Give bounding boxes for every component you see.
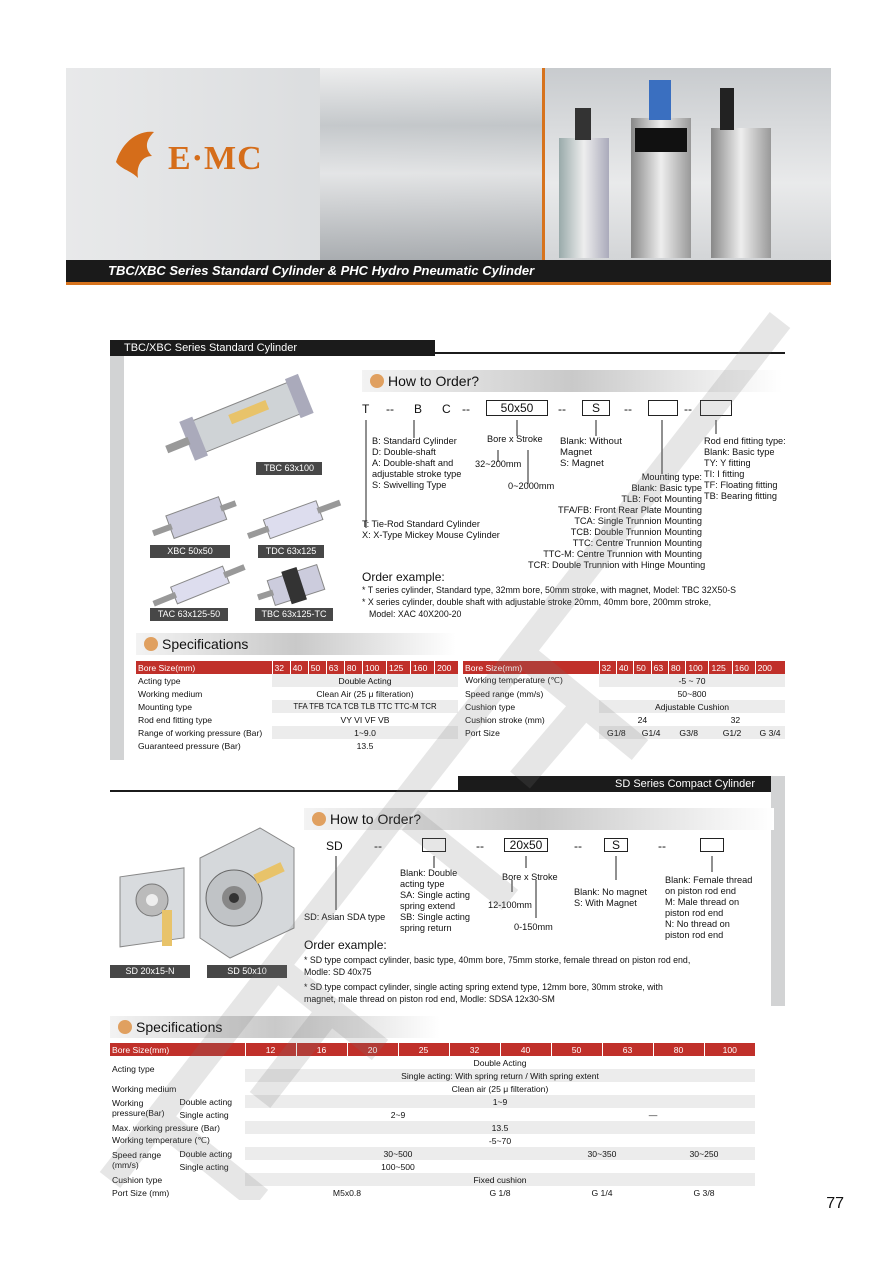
row-label: Max. working pressure (Bar) [112,1122,220,1133]
order-example-line: * SD type compact cylinder, basic type, 40mm bore, 75mm storke, female thread on piston rod end, [304,955,691,965]
row-value: G1/2 [709,726,755,739]
table-row [136,687,458,700]
bore-stroke-label: Bore x Stroke [487,434,543,444]
row-label: Working medium [112,1083,177,1094]
product-label: SD 20x15-N [110,965,190,978]
row-sublabel: Double acting [179,1148,233,1159]
table-row [110,1186,755,1199]
bore-range: 12-100mm [488,900,532,910]
row-value: Fixed cushion [245,1173,755,1186]
stroke-range: 0~2000mm [508,481,555,491]
row-label: Acting type [112,1064,155,1074]
row-label: Range of working pressure (Bar) [138,727,263,738]
section-rule [435,352,785,354]
row-label: Cushion type [112,1174,163,1185]
row-sublabel: Double acting [179,1096,233,1107]
tbc-section-title: TBC/XBC Series Standard Cylinder [110,340,435,356]
table-header-cell: 160 [411,661,435,674]
row-value: 30~350 [551,1147,653,1160]
table-row [110,1147,755,1160]
row-sublabel: Single acting [179,1161,229,1172]
row-label: Acting type [138,675,181,686]
row-value: 24 [637,714,648,725]
acting-legend: Blank: Double acting type SA: Single acting spring extend SB: Single acting spring return [400,868,470,933]
row-label: Port Size [465,727,500,738]
row-value: — [551,1108,755,1121]
code-dash: -- [574,839,582,853]
table-row [463,726,785,739]
product-tbc-63x100-image [160,372,325,462]
row-label: Speed range (mm/s) [465,688,544,699]
table-row [110,1121,755,1134]
row-label: Working temperature (℃) [465,675,563,685]
row-value: 2~9 [245,1108,551,1121]
row-value: Adjustable Cushion [599,700,785,713]
table-header-cell: Bore Size(mm) [463,661,599,674]
table-header-cell: 200 [435,661,458,674]
table-header-cell: 40 [616,661,633,674]
code-series: T [362,402,370,416]
table-header-cell: 32 [272,661,290,674]
row-value: 1~9 [245,1095,755,1108]
table-row [110,1108,755,1121]
order-example-line: magnet, male thread on piston rod end, Modle: SDSA 12x30-SM [304,994,555,1004]
table-row [136,713,458,726]
product-xbc-image [150,490,240,545]
code-acting-box [422,838,446,852]
table-row [136,674,458,687]
how-to-order-label: How to Order? [330,811,422,827]
row-value: G1/4 [634,726,669,739]
title-strip-accent [66,282,831,285]
code-dash: -- [374,839,382,853]
order-example-line: Modle: SD 40x75 [304,967,372,977]
magnet-legend: Blank: No magnet S: With Magnet [574,887,648,908]
table-header-cell: 50 [308,661,326,674]
table-header-cell: 63 [651,661,668,674]
product-label: TAC 63x125-50 [150,608,228,621]
code-dash: -- [684,402,692,416]
table-row [110,1056,755,1069]
row-label: Mounting type [138,701,192,712]
bore-range: 32~200mm [475,459,522,469]
code-c: C [442,402,451,416]
table-row [110,1095,755,1108]
table-row [110,1134,755,1147]
section-rule [110,790,460,792]
table-header-cell: 80 [653,1043,704,1056]
code-rod-end-box [700,400,732,416]
row-label: Cushion stroke (mm) [465,714,545,725]
page-number: 77 [826,1195,844,1212]
table-header-cell: 16 [296,1043,347,1056]
brand-logo-text: E·MC [168,140,263,177]
sd-section-title: SD Series Compact Cylinder [458,776,771,792]
order-example-line: * SD type compact cylinder, single acting spring extend type, 12mm bore, 30mm stroke, with [304,982,663,992]
order-example-line: Model: XAC 40X200-20 [369,609,462,619]
row-value: Single acting: With spring return / With spring extent [245,1069,755,1082]
specifications-label: Specifications [162,636,249,652]
row-label: Cushion type [465,701,516,712]
row-value: 32 [730,714,741,725]
code-dash: -- [558,402,566,416]
product-tbc-tc-image [256,560,336,610]
code-bore-box: 20x50 [504,838,548,852]
heading-bullet-icon [312,812,326,826]
tbc-spec-table-right [463,661,785,739]
row-value: 50~800 [677,688,707,699]
code-thread-box [700,838,724,852]
code-dash: -- [462,402,470,416]
product-tac-image [150,560,250,610]
how-to-order-heading [362,370,782,392]
table-header-cell: 12 [245,1043,296,1056]
row-value: G 3/8 [653,1186,755,1199]
table-header-cell: 100 [704,1043,755,1056]
code-magnet-box: S [604,838,628,852]
row-value: G 1/4 [551,1186,653,1199]
table-row [136,726,458,739]
heading-bullet-icon [144,637,158,651]
table-header-cell: 32 [449,1043,500,1056]
mounting-legend: Mounting type: Blank: Basic type TLB: Foot Mounting TFA/FB: Front Rear Plate Mounting TCA: Single Trunnion Mounting TCB: Double Trunnion Mounting TTC: Centre Trunnion Mounting TTC-M: Centre Trunnion with Mounting TCR: Double Trunnion with Hinge Mounting [528,472,706,570]
table-header-cell: 125 [709,661,732,674]
table-header-cell: 50 [551,1043,602,1056]
table-header-row [110,1043,755,1056]
row-value: 30~250 [653,1147,755,1160]
product-label: TBC 63x125-TC [255,608,333,621]
specifications-heading [136,633,456,655]
table-row [463,687,785,700]
table-header-cell: 32 [599,661,616,674]
table-row [463,674,785,687]
row-value-empty [551,1160,755,1173]
product-label: SD 50x10 [207,965,287,978]
table-header-row [136,661,458,674]
row-label: Working pressure(Bar) [112,1098,165,1118]
table-row [110,1160,755,1173]
code-dash: -- [386,402,394,416]
table-row [110,1082,755,1095]
order-example-title: Order example: [304,938,387,952]
heading-bullet-icon [118,1020,132,1034]
row-label: Port Size (mm) [112,1187,170,1198]
row-value: -5 ~ 70 [599,674,785,687]
code-mounting-box [648,400,678,416]
table-row [136,700,458,713]
table-row [136,739,458,752]
series-type-legend: T: Tie-Rod Standard Cylinder X: X-Type Mickey Mouse Cylinder [362,519,500,540]
thread-legend: Blank: Female thread on piston rod end M: Male thread on piston rod end N: No thread on piston rod end [665,875,753,940]
table-header-cell: 100 [362,661,386,674]
table-header-cell: 63 [326,661,344,674]
sd-spec-table [110,1043,755,1199]
product-sd-50x10-image [190,818,302,960]
table-header-cell: Bore Size(mm) [136,661,272,674]
code-bore-box: 50x50 [486,400,548,416]
sd-type-legend: SD: Asian SDA type [304,912,386,922]
row-value: G3/8 [669,726,709,739]
table-header-cell: 80 [669,661,686,674]
row-value: 30~500 [245,1147,551,1160]
row-value: 13.5 [245,1121,755,1134]
row-value: G 3/4 [755,726,785,739]
code-series: SD [326,839,343,853]
table-header-cell: 160 [732,661,755,674]
table-header-row [463,661,785,674]
row-value: Clean air (25 μ filteration) [245,1082,755,1095]
row-value: Clean Air (25 μ filteration) [316,688,414,699]
row-sublabel: Single acting [179,1109,229,1120]
table-header-cell: 20 [347,1043,398,1056]
bore-stroke-label: Bore x Stroke [502,872,558,882]
row-value: 1~9.0 [272,726,458,739]
table-header-cell: 200 [755,661,785,674]
specifications-heading [110,1016,440,1038]
row-value: 13.5 [356,740,374,751]
product-label: TBC 63x100 [256,462,322,475]
row-label: Guaranteed pressure (Bar) [138,740,241,751]
order-example-line: * X series cylinder, double shaft with adjustable stroke 20mm, 40mm bore, 200mm stroke, [362,597,712,607]
table-header-cell: 100 [686,661,709,674]
code-magnet-box: S [582,400,610,416]
code-dash: -- [658,839,666,853]
table-row [110,1173,755,1186]
code-shaft: B [414,402,423,416]
table-header-cell: 25 [398,1043,449,1056]
table-header-cell: Bore Size(mm) [110,1043,245,1056]
table-header-cell: 63 [602,1043,653,1056]
product-tdc-image [245,495,345,543]
code-dash: -- [476,839,484,853]
how-to-order-label: How to Order? [388,373,480,389]
row-value: M5x0.8 [245,1186,449,1199]
product-label: XBC 50x50 [150,545,230,558]
table-header-cell: 50 [634,661,651,674]
product-sd-20x15-image [112,860,192,960]
row-label: Rod end fitting type [138,714,213,725]
table-header-cell: 40 [500,1043,551,1056]
row-value: Double Acting [272,674,458,687]
row-label: Speed range (mm/s) [112,1150,162,1170]
row-value: TFA TFB TCA TCB TLB TTC TTC-M TCR [272,700,458,713]
order-example-title: Order example: [362,570,445,584]
code-dash: -- [624,402,632,416]
rod-end-legend: Rod end fitting type: Blank: Basic type TY: Y fitting TI: I fitting TF: Floating fitting TB: Bearing fitting [704,436,786,501]
specifications-label: Specifications [136,1019,223,1035]
magnet-legend: Blank: Without Magnet S: Magnet [560,436,622,469]
section-side-bar [110,340,124,760]
shaft-type-legend: B: Standard Cylinder D: Double-shaft A: Double-shaft and adjustable stroke type S: Swivelling Type [372,436,462,490]
row-value: VY VI VF VB [340,714,390,725]
heading-bullet-icon [370,374,384,388]
row-value: Double Acting [245,1056,755,1069]
table-row [463,713,785,726]
how-to-order-heading [304,808,774,830]
row-value: -5~70 [245,1134,755,1147]
row-label: Working medium [138,688,203,699]
stroke-range: 0-150mm [514,922,553,932]
row-label: Working temperature (℃) [112,1135,210,1145]
emc-logo-icon [108,122,164,182]
row-value: G1/8 [599,726,634,739]
table-header-cell: 125 [387,661,411,674]
product-label: TDC 63x125 [258,545,324,558]
tbc-spec-table-left [136,661,458,752]
order-example-line: * T series cylinder, Standard type, 32mm bore, 50mm stroke, with magnet, Model: TBC 32X50-S [362,585,737,595]
row-value: G 1/8 [449,1186,551,1199]
row-value: 100~500 [245,1160,551,1173]
cylinder-photos-right [542,68,831,260]
table-header-cell: 40 [290,661,308,674]
cylinder-photo-left [320,68,542,260]
table-header-cell: 80 [344,661,362,674]
page-title: TBC/XBC Series Standard Cylinder & PHC Hydro Pneumatic Cylinder [108,263,535,278]
table-row [463,700,785,713]
